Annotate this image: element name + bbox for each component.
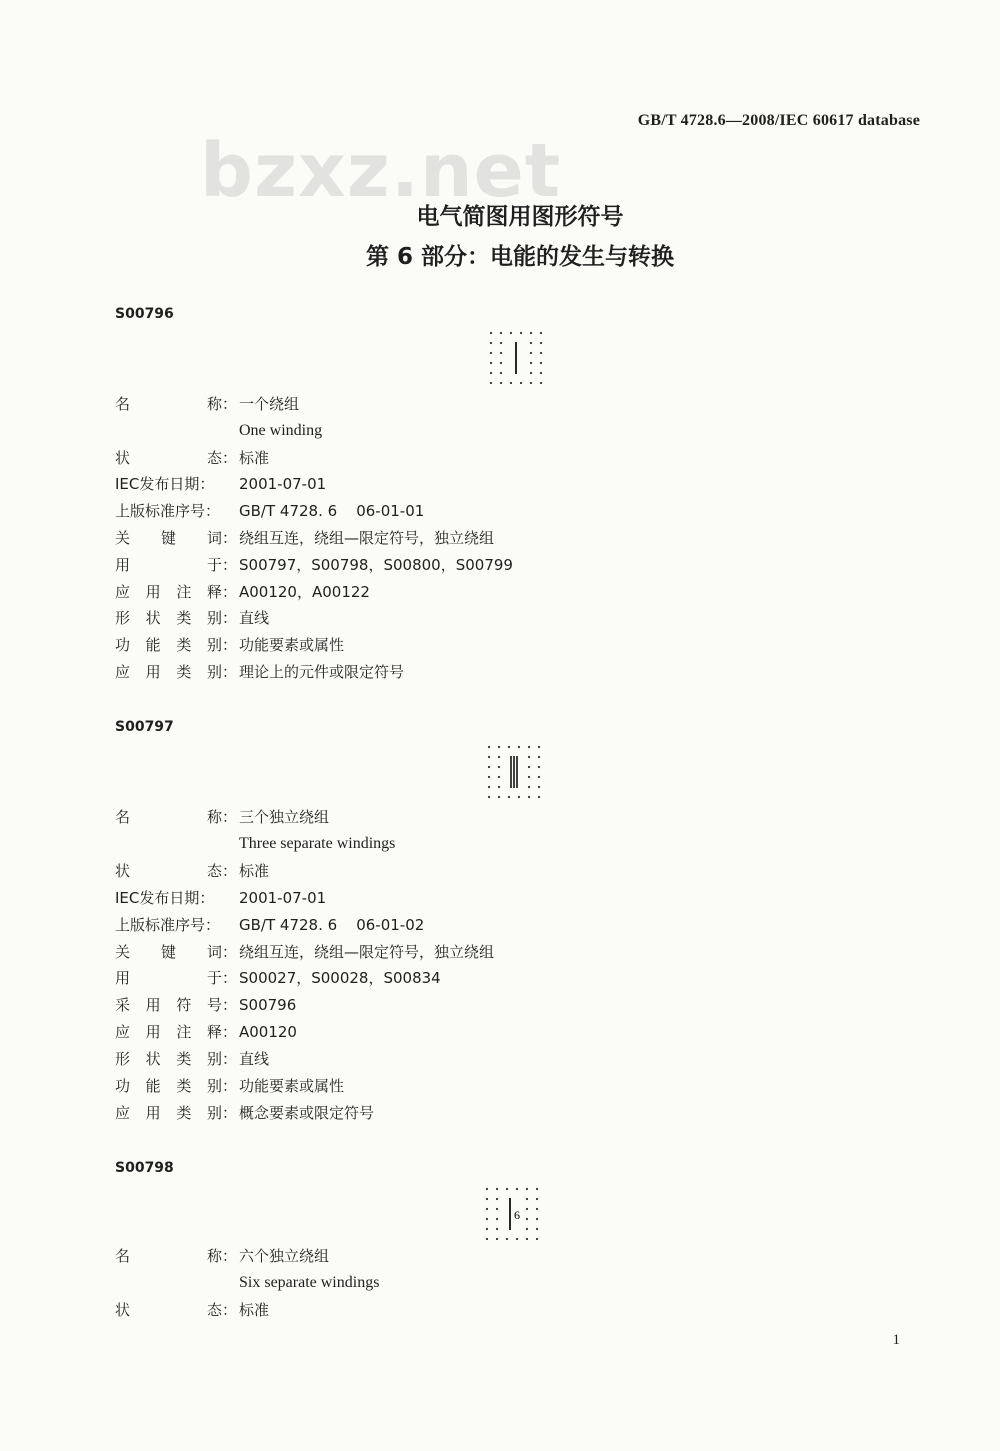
field-label: 名 称：: [115, 808, 237, 826]
grid-dot: [486, 1218, 488, 1220]
grid-dot: [498, 746, 500, 748]
grid-dot: [538, 756, 540, 758]
grid-dot: [538, 786, 540, 788]
field-label: 状 态：: [115, 448, 237, 467]
grid-dot: [490, 372, 492, 374]
field-value: 2001-07-01: [239, 888, 327, 907]
symbol-figure: [484, 1186, 540, 1242]
field-value: 绕组互连，绕组—限定符号，独立绕组: [239, 942, 495, 961]
symbol-figure: [488, 330, 544, 386]
field-value: A00120: [239, 1023, 297, 1042]
grid-dot: [510, 332, 512, 334]
grid-dot: [500, 362, 502, 364]
field-value: 直线: [239, 609, 270, 628]
field-value: GB/T 4728. 6 06-01-01: [239, 502, 425, 521]
grid-dot: [488, 796, 490, 798]
page-number: 1: [892, 1332, 900, 1348]
field-label: 状 态：: [115, 1301, 237, 1319]
symbol-code: S00798: [115, 1160, 174, 1176]
grid-dot: [540, 372, 542, 374]
grid-dot: [490, 362, 492, 364]
grid-dot: [520, 382, 522, 384]
field-label: 用 于：: [115, 969, 237, 988]
grid-dot: [488, 746, 490, 748]
grid-dot: [530, 362, 532, 364]
field-label: 应 用 类 别：: [115, 663, 237, 681]
field-label: 名 称：: [115, 1247, 237, 1265]
field-value: 六个独立绕组: [239, 1247, 330, 1265]
grid-dot: [528, 756, 530, 758]
field-value: Three separate windings: [239, 834, 396, 852]
field-label: IEC发布日期：: [115, 888, 215, 907]
grid-dot: [510, 382, 512, 384]
field-value: 一个绕组: [239, 395, 300, 413]
grid-dot: [540, 362, 542, 364]
grid-dot: [536, 1238, 538, 1240]
field-label: 功 能 类 别：: [115, 636, 237, 655]
grid-dot: [536, 1218, 538, 1220]
grid-dot: [530, 382, 532, 384]
grid-dot: [490, 332, 492, 334]
grid-dot: [520, 332, 522, 334]
grid-dot: [536, 1198, 538, 1200]
field-label: 上版标准序号：: [115, 502, 221, 521]
field-label: 应 用 类 别：: [115, 1103, 237, 1122]
title-line-2: 第 6 部分：电能的发生与转换: [365, 244, 675, 270]
field-label: 名 称：: [115, 395, 237, 413]
watermark: bzxz.net: [200, 128, 562, 214]
grid-dot: [486, 1188, 488, 1190]
grid-dot: [530, 342, 532, 344]
symbol-graphic: [486, 744, 542, 800]
symbol-graphic: [488, 330, 544, 386]
field-value: 概念要素或限定符号: [239, 1103, 375, 1122]
field-label: 用 于：: [115, 555, 237, 574]
field-value: 功能要素或属性: [239, 1077, 345, 1095]
symbol-code: S00796: [115, 306, 174, 322]
grid-dot: [498, 796, 500, 798]
field-value: GB/T 4728. 6 06-01-02: [239, 915, 425, 934]
grid-dot: [496, 1208, 498, 1210]
grid-dot: [488, 766, 490, 768]
field-value: A00120，A00122: [239, 582, 370, 601]
grid-dot: [538, 796, 540, 798]
field-value: S00797，S00798，S00800，S00799: [239, 555, 513, 574]
grid-dot: [500, 352, 502, 354]
grid-dot: [516, 1238, 518, 1240]
field-value: One winding: [239, 421, 323, 439]
grid-dot: [498, 766, 500, 768]
grid-dot: [496, 1198, 498, 1200]
grid-dot: [516, 1188, 518, 1190]
grid-dot: [530, 372, 532, 374]
field-value: 三个独立绕组: [239, 808, 330, 826]
grid-dot: [490, 382, 492, 384]
field-label: IEC发布日期：: [115, 475, 215, 494]
grid-dot: [490, 342, 492, 344]
grid-dot: [540, 352, 542, 354]
grid-dot: [508, 796, 510, 798]
field-value: 绕组互连，绕组—限定符号，独立绕组: [239, 529, 495, 547]
grid-dot: [526, 1218, 528, 1220]
grid-dot: [518, 746, 520, 748]
grid-dot: [490, 352, 492, 354]
field-value: 标准: [239, 861, 270, 880]
grid-dot: [500, 372, 502, 374]
grid-dot: [506, 1188, 508, 1190]
grid-dot: [498, 786, 500, 788]
grid-dot: [528, 766, 530, 768]
field-value: 标准: [239, 448, 270, 467]
grid-dot: [488, 776, 490, 778]
grid-dot: [500, 342, 502, 344]
grid-dot: [506, 1238, 508, 1240]
field-label: 应 用 注 释：: [115, 1023, 237, 1042]
grid-dot: [540, 332, 542, 334]
grid-dot: [498, 756, 500, 758]
grid-dot: [488, 756, 490, 758]
field-value: S00796: [239, 996, 297, 1015]
field-label: 采 用 符 号：: [115, 996, 237, 1015]
field-label: 形 状 类 别：: [115, 1050, 237, 1069]
grid-dot: [508, 746, 510, 748]
grid-dot: [496, 1228, 498, 1230]
field-label: 功 能 类 别：: [115, 1077, 237, 1095]
grid-dot: [500, 332, 502, 334]
field-value: 理论上的元件或限定符号: [239, 663, 405, 681]
grid-dot: [540, 382, 542, 384]
grid-dot: [498, 776, 500, 778]
field-value: Six separate windings: [239, 1274, 380, 1291]
title-line-1: 电气简图用图形符号: [416, 204, 624, 230]
field-label: 形 状 类 别：: [115, 609, 237, 628]
grid-dot: [530, 352, 532, 354]
grid-dot: [486, 1228, 488, 1230]
grid-dot: [536, 1188, 538, 1190]
symbol-label: 6: [514, 1208, 520, 1222]
field-label: 上版标准序号：: [115, 915, 221, 934]
grid-dot: [488, 786, 490, 788]
grid-dot: [538, 746, 540, 748]
grid-dot: [496, 1238, 498, 1240]
grid-dot: [530, 332, 532, 334]
grid-dot: [486, 1238, 488, 1240]
grid-dot: [536, 1208, 538, 1210]
grid-dot: [528, 746, 530, 748]
grid-dot: [528, 786, 530, 788]
grid-dot: [496, 1188, 498, 1190]
grid-dot: [528, 776, 530, 778]
field-value: 直线: [239, 1050, 270, 1069]
grid-dot: [496, 1218, 498, 1220]
grid-dot: [526, 1188, 528, 1190]
symbol-graphic: [484, 1186, 540, 1242]
field-label: 关 键 词：: [115, 942, 237, 961]
grid-dot: [538, 766, 540, 768]
grid-dot: [526, 1228, 528, 1230]
grid-dot: [526, 1198, 528, 1200]
grid-dot: [518, 796, 520, 798]
grid-dot: [538, 776, 540, 778]
grid-dot: [528, 796, 530, 798]
grid-dot: [526, 1208, 528, 1210]
field-value: 功能要素或属性: [239, 636, 345, 655]
symbol-code: S00797: [115, 719, 174, 735]
field-value: 标准: [239, 1301, 270, 1319]
symbol-figure: [486, 744, 542, 800]
field-label: 关 键 词：: [115, 529, 237, 547]
field-value: S00027，S00028，S00834: [239, 969, 441, 988]
grid-dot: [536, 1228, 538, 1230]
grid-dot: [486, 1198, 488, 1200]
grid-dot: [486, 1208, 488, 1210]
grid-dot: [526, 1238, 528, 1240]
grid-dot: [540, 342, 542, 344]
grid-dot: [500, 382, 502, 384]
field-value: 2001-07-01: [239, 475, 327, 494]
field-label: 应 用 注 释：: [115, 582, 237, 601]
standard-code: GB/T 4728.6—2008/IEC 60617 database: [637, 112, 920, 129]
field-label: 状 态：: [115, 861, 237, 880]
